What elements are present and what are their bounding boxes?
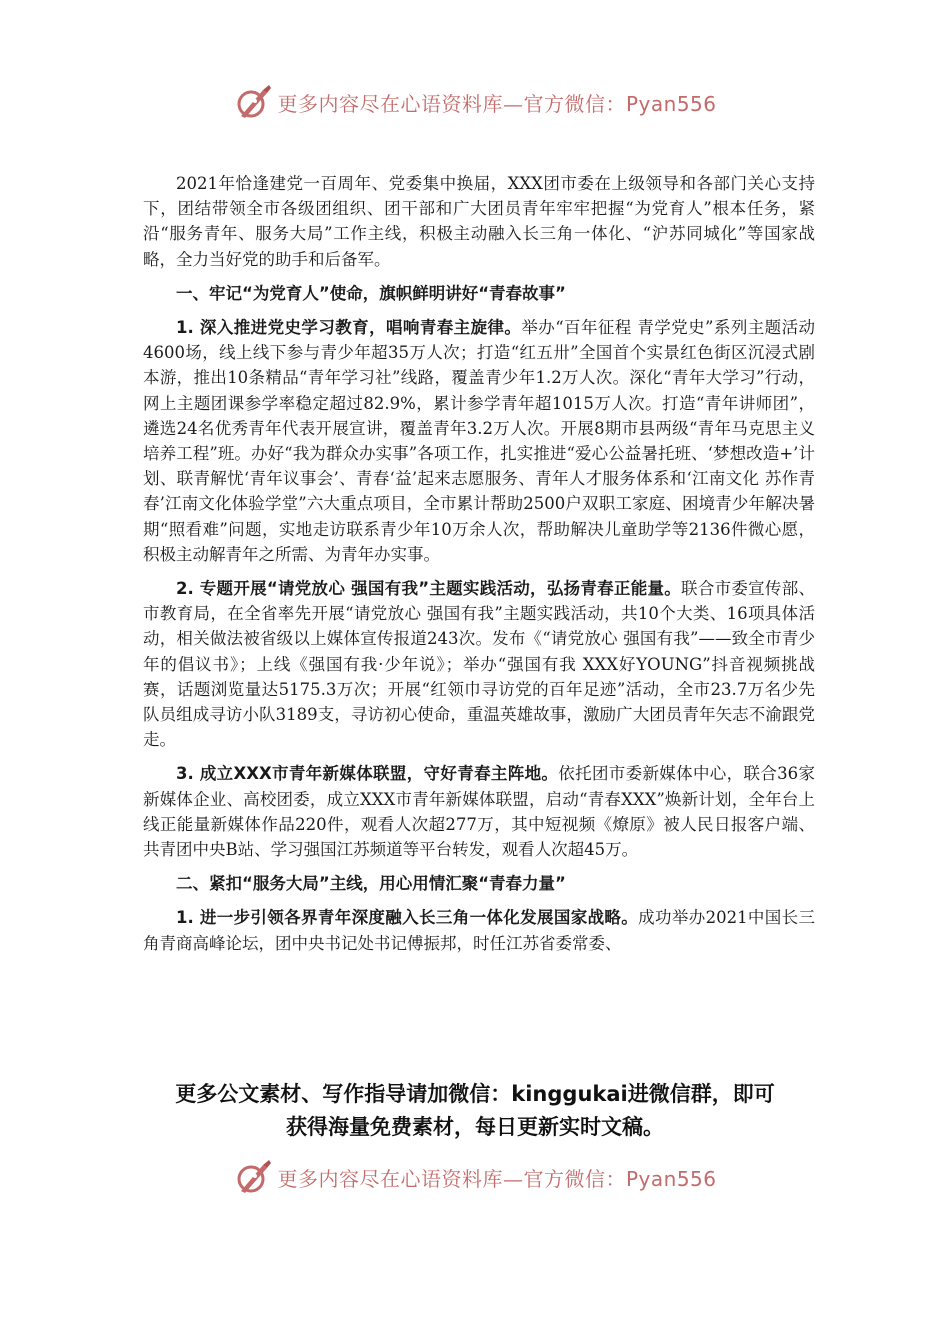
footer-banner: [0, 1155, 950, 1199]
banner-wechat-id: Pyan556: [625, 91, 717, 116]
item-body: 举办“百年征程 青学党史”系列主题活动4600场，线上线下参与青少年超35万人次；打造“红五卅”全国首个实景红色街区沉浸式剧本游，推出10条精品“青年学习社”线路，覆盖青少年1.2万人次。深化“青年大学习”行动，网上主题团课参学率稳定超过82.9%，累计参学青年超1015万人次。打造“青年讲师团”，遴选24名优秀青年代表开展宣讲，覆盖青年3.2万人次。开展8期市县两级“青年马克思主义培养工程”班。办好“我为群众办实事”各项工作，扎实推进“爱心公益暑托班、‘梦想改造+’计划、联青解忧‘青年议事会’、青春‘益’起来志愿服务、青年人才服务体系和‘江南文化 苏作青春’江南文化体验学堂”六大重点项目，全市累计帮助2500户双职工家庭、困境青少年解决暑期“照看难”问题，实地走访联系青少年10万余人次，帮助解决儿童助学等2136件微心愿，积极主动解青年之所需、为青年办实事。: [143, 318, 815, 564]
pen-logo-icon: [233, 1157, 273, 1197]
document-body: [143, 171, 815, 965]
item-lead: 2. 专题开展“请党放心 强国有我”主题实践活动，弘扬青春正能量。: [176, 579, 682, 599]
item-lead: 3. 成立XXX市青年新媒体联盟，守好青春主阵地。: [176, 764, 559, 784]
promo-line-2: 获得海量免费素材，每日更新实时文稿。: [286, 1115, 664, 1139]
item-body: 成功举办2021中国长三角青商高峰论坛，团中央书记处书记傅振邦，时任江苏省委常委、: [143, 908, 815, 953]
section-heading-2: 二、紧扣“服务大局”主线，用心用情汇聚“青春力量”: [176, 874, 566, 894]
item-lead: 1. 深入推进党史学习教育，唱响青春主旋律。: [176, 318, 522, 338]
item-body: 联合市委宣传部、市教育局，在全省率先开展“请党放心 强国有我”主题实践活动，共10个大类、16项具体活动，相关做法被省级以上媒体宣传报道243次。发布《“请党放心 强国有我”——致全市青少年的倡议书》；上线《强国有我·少年说》；举办“强国有我 XXX好YOUNG”抖音视频挑战赛，话题浏览量达5175.3万次；开展“红领巾寻访党的百年足迹”活动，全市23.7万名少先队员组成寻访小队3189支，寻访初心使命，重温英雄故事，激励广大团员青年矢志不渝跟党走。: [143, 579, 815, 750]
promo-notice: [0, 1078, 950, 1144]
header-banner: [0, 80, 950, 124]
pen-logo-icon: [233, 82, 273, 122]
banner-inner: [233, 82, 716, 122]
banner-text: 更多内容尽在心语资料库—官方微信：Pyan556: [277, 91, 717, 116]
section-1-item-2: [143, 576, 815, 752]
section-heading-1: 一、牢记“为党育人”使命，旗帜鲜明讲好“青春故事”: [176, 283, 566, 303]
section-1-item-1: [143, 315, 815, 567]
banner-wechat-id: Pyan556: [625, 1166, 717, 1191]
item-body: 依托团市委新媒体中心，联合36家新媒体企业、高校团委，成立XXX市青年新媒体联盟，启动“青春XXX”焕新计划，全年台上线正能量新媒体作品220件，观看人次超277万，其中短视频《燎原》被人民日报客户端、共青团中央B站、学习强国江苏频道等平台转发，观看人次超45万。: [143, 764, 815, 860]
section-2-item-1: [143, 905, 815, 955]
intro-paragraph: 2021年恰逢建党一百周年、党委集中换届，XXX团市委在上级领导和各部门关心支持下，团结带领全市各级团组织、团干部和广大团员青年牢牢把握“为党育人”根本任务，紧沿“服务青年、服务大局”工作主线，积极主动融入长三角一体化、“沪苏同城化”等国家战略，全力当好党的助手和后备军。: [143, 174, 815, 269]
section-1-item-3: [143, 761, 815, 862]
banner-text: 更多内容尽在心语资料库—官方微信：Pyan556: [277, 1166, 717, 1191]
banner-inner: [233, 1157, 716, 1197]
item-lead: 1. 进一步引领各界青年深度融入长三角一体化发展国家战略。: [176, 908, 639, 928]
promo-line-1: 更多公文素材、写作指导请加微信：kinggukai进微信群，即可: [175, 1082, 775, 1106]
